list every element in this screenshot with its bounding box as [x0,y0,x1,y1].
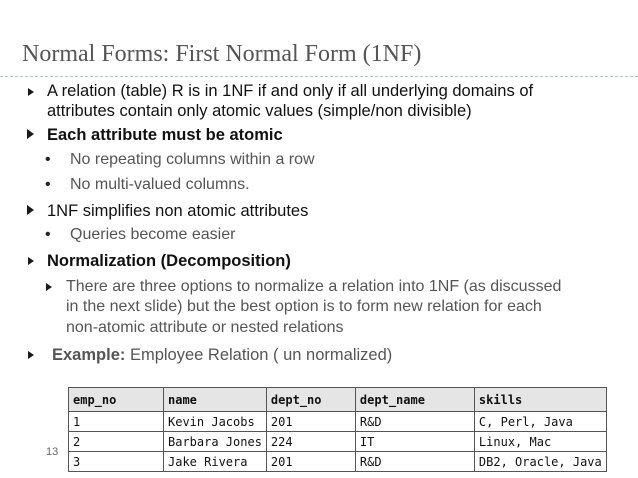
bullet-5 [52,344,392,366]
bullet-2-sub-1: No repeating columns within a row [70,151,315,168]
table-row [69,452,607,472]
bullet-4-sub-1-line-2: in the next slide) but the best option is to form new relation for each [66,298,542,315]
sub-bullet-dot-icon: • [45,226,51,243]
sub-bullet-dot-icon: • [45,176,51,193]
bullet-arrow-icon [28,257,34,265]
bullet-2-sub-2: No multi-valued columns. [70,176,250,193]
bullet-arrow-icon [28,88,34,96]
bullet-2: Each attribute must be atomic [47,126,283,144]
bullet-4-sub-1-line-3: non-atomic attribute or nested relations [66,319,344,336]
table-cell: 224 [266,432,355,452]
title-divider [0,76,638,77]
table-row [69,432,607,452]
bullet-arrow-icon [27,205,34,215]
sub-bullet-arrow-icon [46,283,52,291]
table-cell: R&D [355,452,474,472]
table-cell: 201 [266,412,355,432]
table-row [69,412,607,432]
table-header-row [69,388,607,412]
table-cell: Linux, Mac [474,432,606,452]
bullet-arrow-icon [27,129,34,139]
table-cell: Jake Rivera [164,452,267,472]
bullet-4: Normalization (Decomposition) [47,252,291,270]
table-cell: IT [355,432,474,452]
bullet-4-sub-1-line-1: There are three options to normalize a relation into 1NF (as discussed [66,278,562,295]
table-cell: Kevin Jacobs [164,412,267,432]
slide-title: Normal Forms: First Normal Form (1NF) [22,41,422,67]
table-cell: 2 [69,432,164,452]
slide-number: 13 [46,446,59,458]
table-cell: Barbara Jones [164,432,267,452]
column-header: skills [474,388,606,412]
bullet-3-sub-1: Queries become easier [70,226,236,243]
bullet-1-line-1: A relation (table) R is in 1NF if and only if all underlying domains of [47,82,534,100]
table-cell: DB2, Oracle, Java [474,452,606,472]
column-header: name [164,388,267,412]
table-cell: 201 [266,452,355,472]
column-header: dept_no [266,388,355,412]
table-cell: 3 [69,452,164,472]
bullet-3: 1NF simplifies non atomic attributes [47,202,309,220]
table-cell: C, Perl, Java [474,412,606,432]
sub-bullet-dot-icon: • [45,151,51,168]
bullet-1-line-2: attributes contain only atomic values (simple/non divisible) [47,102,472,120]
example-label: Example: [52,346,126,364]
table-cell: R&D [355,412,474,432]
table-cell: 1 [69,412,164,432]
column-header: emp_no [69,388,164,412]
example-description: Employee Relation ( un normalized) [125,346,393,364]
bullet-arrow-icon [28,351,34,359]
column-header: dept_name [355,388,474,412]
employee-table [68,387,607,472]
